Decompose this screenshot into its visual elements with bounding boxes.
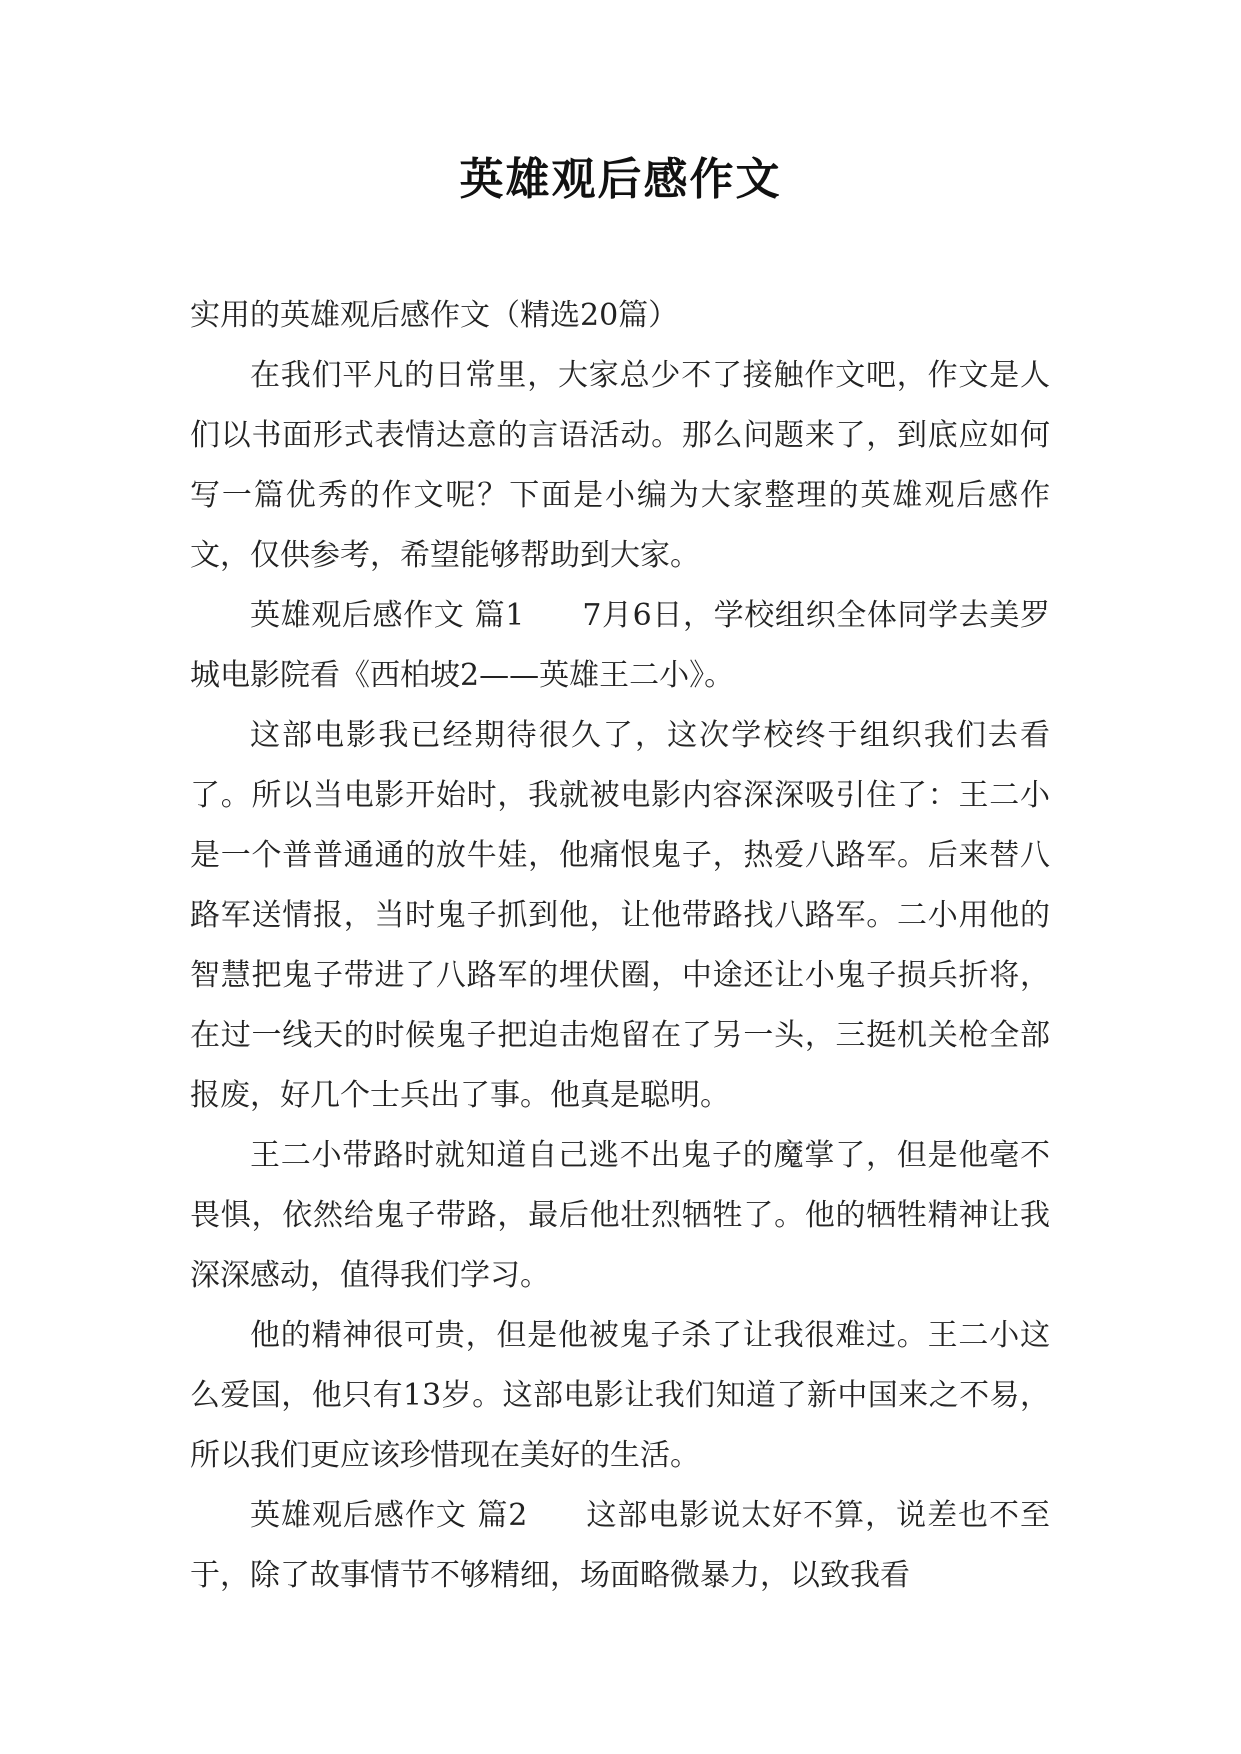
section-1-lead: 7月6日，学校组织全体同学去美罗城电影院看《西柏坡2——英雄王二小》。 [190,598,1050,693]
document-subtitle: 实用的英雄观后感作文（精选20篇） [190,298,679,333]
document-title: 英雄观后感作文 [459,154,782,205]
section-1-paragraph-1: 这部电影我已经期待很久了，这次学校终于组织我们去看了。所以当电影开始时，我就被电影内容深深吸引住了：王二小是一个普普通通的放牛娃，他痛恨鬼子，热爱八路军。后来替八路军送情报，当时鬼子抓到他，让他带路找八路军。二小用他的智慧把鬼子带进了八路军的埋伏圈，中途还让小鬼子损兵折将，在过一线天的时候鬼子把迫击炮留在了另一头，三挺机关枪全部报废，好几个士兵出了事。他真是聪明。 [190,718,1050,1113]
document-body [190,286,1050,1606]
section-2-lead: 这部电影说太好不算，说差也不至于，除了故事情节不够精细，场面略微暴力，以致我看 [190,1498,1050,1593]
section-2-opening [190,1486,1050,1606]
section-1-paragraph-3: 他的精神很可贵，但是他被鬼子杀了让我很难过。王二小这么爱国，他只有13岁。这部电影让我们知道了新中国来之不易，所以我们更应该珍惜现在美好的生活。 [190,1318,1050,1473]
section-1-paragraph-2: 王二小带路时就知道自己逃不出鬼子的魔掌了，但是他毫不畏惧，依然给鬼子带路，最后他壮烈牺牲了。他的牺牲精神让我深深感动，值得我们学习。 [190,1138,1050,1293]
section-2-heading: 英雄观后感作文 篇2 [250,1498,528,1533]
section-1-opening [190,586,1050,706]
intro-paragraph: 在我们平凡的日常里，大家总少不了接触作文吧，作文是人们以书面形式表情达意的言语活动。那么问题来了，到底应如何写一篇优秀的作文呢？下面是小编为大家整理的英雄观后感作文，仅供参考，希望能够帮助到大家。 [190,358,1050,573]
section-1-heading: 英雄观后感作文 篇1 [250,598,525,633]
